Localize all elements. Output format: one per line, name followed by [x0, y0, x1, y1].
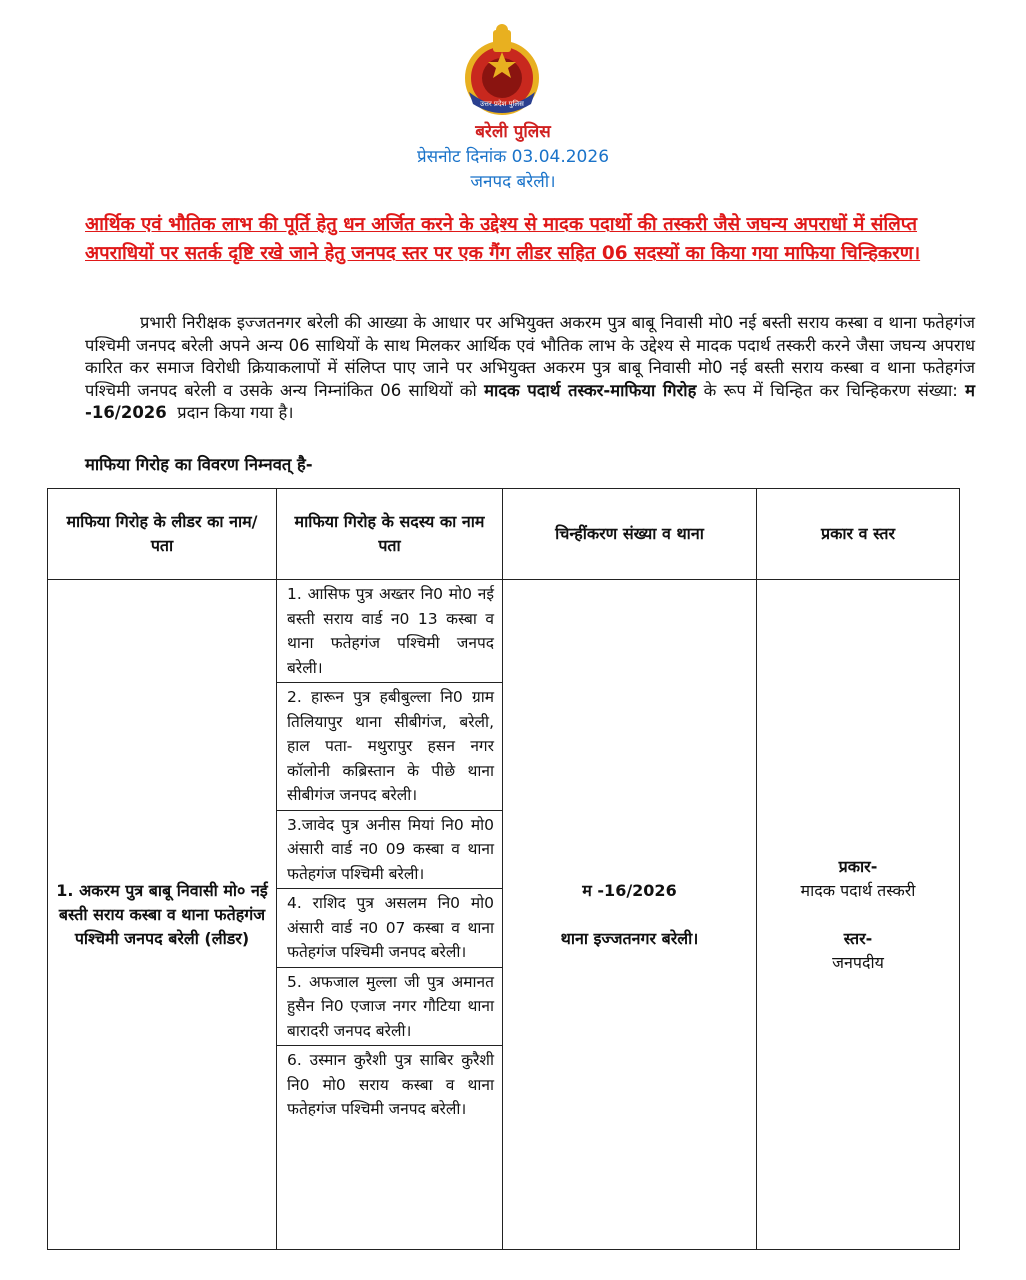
member-4: 4. राशिद पुत्र असलम नि0 मो0 अंसारी वार्ड न0 07 कस्बा व थाना फतेहगंज पश्चिमी जनपद बरेली। [277, 889, 502, 968]
headline: आर्थिक एवं भौतिक लाभ की पूर्ति हेतु धन अर्जित करने के उद्देश्य से मादक पदार्थो की तस्करी जैसे जघन्य अपराधों में संलिप्त अपराधियों पर सतर्क दृष्टि रखे जाने हेतु जनपद स्तर पर एक गैंग लीडर सहित 06 सदस्यों का किया गया माफिया चिन्हिकरण। [85, 214, 921, 264]
member-5: 5. अफजाल मुल्ला जी पुत्र अमानत हुसैन नि0 एजाज नगर गौटिया थाना बारादरी जनपद बरेली। [277, 968, 502, 1047]
district-title: जनपद बरेली। [470, 172, 556, 192]
para-bold-1: मादक पदार्थ तस्कर-माफिया गिरोह [484, 380, 697, 400]
registration-number: म -16/2026 [582, 880, 677, 900]
type-value: मादक पदार्थ तस्करी [800, 880, 916, 900]
member-2: 2. हारून पुत्र हबीबुल्ला नि0 ग्राम तिलियापुर थाना सीबीगंज, बरेली, हाल पता- मथुरापुर हसन नगर कॉलोनी कब्रिस्तान के पीछे थाना सीबीगंज जनपद बरेली। [277, 683, 502, 811]
member-1: 1. आसिफ पुत्र अख्तर नि0 मो0 नई बस्ती सराय वार्ड न0 13 कस्बा व थाना फतेहगंज पश्चिमी जनपद बरेली। [277, 580, 502, 683]
registration-cell [503, 580, 757, 1250]
members-cell [277, 580, 503, 1250]
para-text-3: प्रदान किया गया है। [177, 403, 294, 422]
table-row [48, 580, 960, 1250]
body-paragraph [85, 312, 975, 425]
registration-thana: थाना इज्जतनगर बरेली। [560, 928, 699, 948]
header-registration: चिन्हींकरण संख्या व थाना [503, 489, 757, 580]
type-cell [757, 580, 960, 1250]
pressnote-date: प्रेसनोट दिनांक 03.04.2026 [416, 147, 610, 167]
header-type: प्रकार व स्तर [757, 489, 960, 580]
table-header-row [48, 489, 960, 580]
leader-cell: 1. अकरम पुत्र बाबू निवासी मो० नई बस्ती सराय कस्बा व थाना फतेहगंज पश्चिमी जनपद बरेली (लीडर) [48, 580, 277, 1250]
emblem-text: उत्तर प्रदेश पुलिस [480, 100, 524, 108]
gang-table [47, 488, 960, 1250]
para-bold-2: म -16/2026 [85, 380, 975, 422]
member-3: 3.जावेद पुत्र अनीस मियां नि0 मो0 अंसारी वार्ड न0 09 कस्बा व थाना फतेहगंज पश्चिमी बरेली। [277, 811, 502, 890]
para-text-2: के रूप में चिन्हित कर चिन्हिकरण संख्या: [703, 380, 958, 400]
level-label: स्तर- [843, 928, 873, 948]
member-6: 6. उस्मान कुरैशी पुत्र साबिर कुरैशी नि0 मो0 सराय कस्बा व थाना फतेहगंज पश्चिमी जनपद बरेली। [287, 1051, 494, 1118]
level-value: जनपदीय [832, 952, 884, 972]
type-label: प्रकार- [838, 856, 878, 876]
header-leader: माफिया गिरोह के लीडर का नाम/पता [48, 489, 277, 580]
table-subheading: माफिया गिरोह का विवरण निम्नवत् है- [85, 455, 313, 474]
para-text-1: प्रभारी निरीक्षक इज्जतनगर बरेली की आख्या के आधार पर अभियुक्त अकरम पुत्र बाबू निवासी मो0 नई बस्ती सराय कस्बा व थाना फतेहगंज पश्चिमी जनपद बरेली अपने अन्य 06 साथियों के साथ मिलकर आर्थिक एवं भौतिक लाभ के उद्देश्य से मादक पदार्थ तस्करी करने जैसा जघन्य अपराध कारित कर समाज विरोधी क्रियाकलापों में संलिप्त पाए जाने पर अभियुक्त अकरम पुत्र बाबू निवासी मो0 नई बस्ती सराय कस्बा व थाना फतेहगंज पश्चिमी जनपद बरेली व उसके अन्य निम्नांकित 06 साथियों को [85, 313, 975, 400]
up-police-emblem [455, 22, 549, 116]
header-members: माफिया गिरोह के सदस्य का नाम पता [277, 489, 503, 580]
org-title: बरेली पुलिस [475, 122, 551, 142]
